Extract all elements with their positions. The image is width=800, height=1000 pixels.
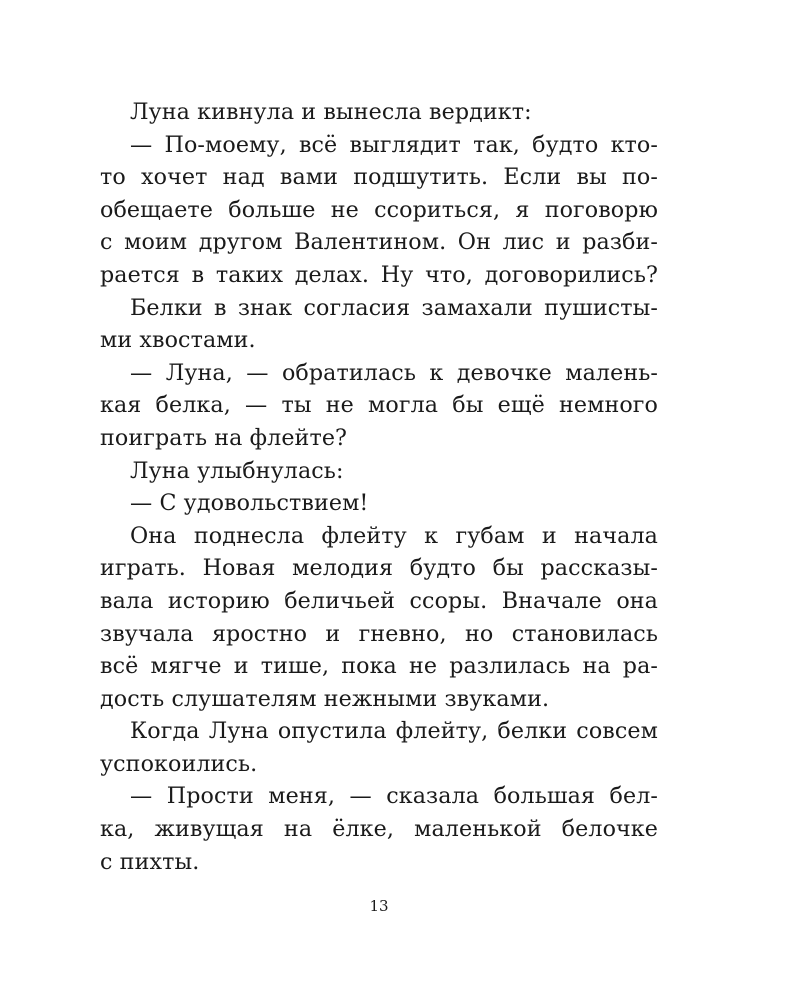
text-line: всё мягче и тише, пока не разлилась на ра- — [100, 653, 658, 680]
text-line: — Луна, — обратилась к девочке малень- — [130, 359, 658, 386]
text-line: играть. Новая мелодия будто бы рассказы- — [100, 555, 658, 582]
text-line: Когда Луна опустила флейту, белки совсем — [130, 718, 658, 745]
text-line: ми хвостами. — [100, 327, 256, 354]
text-line: поиграть на флейте? — [100, 424, 348, 451]
text-line: с пихты. — [100, 848, 200, 875]
text-line: Луна улыбнулась: — [130, 457, 344, 484]
text-line: Белки в знак согласия замахали пушисты- — [130, 294, 658, 321]
text-line: с моим другом Валентином. Он лис и разби- — [100, 229, 658, 256]
page-number: 13 — [369, 897, 389, 915]
text-line: успокоились. — [100, 750, 258, 777]
text-line: ка, живущая на ёлке, маленькой белочке — [100, 816, 658, 843]
text-line: — Прости меня, — сказала большая бел- — [130, 783, 658, 810]
text-line: рается в таких делах. Ну что, договорились? — [100, 261, 658, 288]
text-line: обещаете больше не ссориться, я поговорю — [100, 196, 658, 223]
text-line: Она поднесла флейту к губам и начала — [130, 522, 658, 549]
text-line: кая белка, — ты не могла бы ещё немного — [100, 392, 658, 419]
text-line: — По-моему, всё выглядит так, будто кто- — [130, 131, 658, 158]
text-line: вала историю беличьей ссоры. Вначале она — [100, 587, 658, 614]
book-page-text — [100, 96, 658, 878]
text-line: то хочет над вами подшутить. Если вы по- — [100, 164, 658, 191]
text-line: дость слушателям нежными звуками. — [100, 685, 550, 712]
text-line: — С удовольствием! — [130, 490, 369, 517]
text-line: Луна кивнула и вынесла вердикт: — [130, 99, 532, 125]
text-line: звучала яростно и гневно, но становилась — [100, 620, 658, 647]
